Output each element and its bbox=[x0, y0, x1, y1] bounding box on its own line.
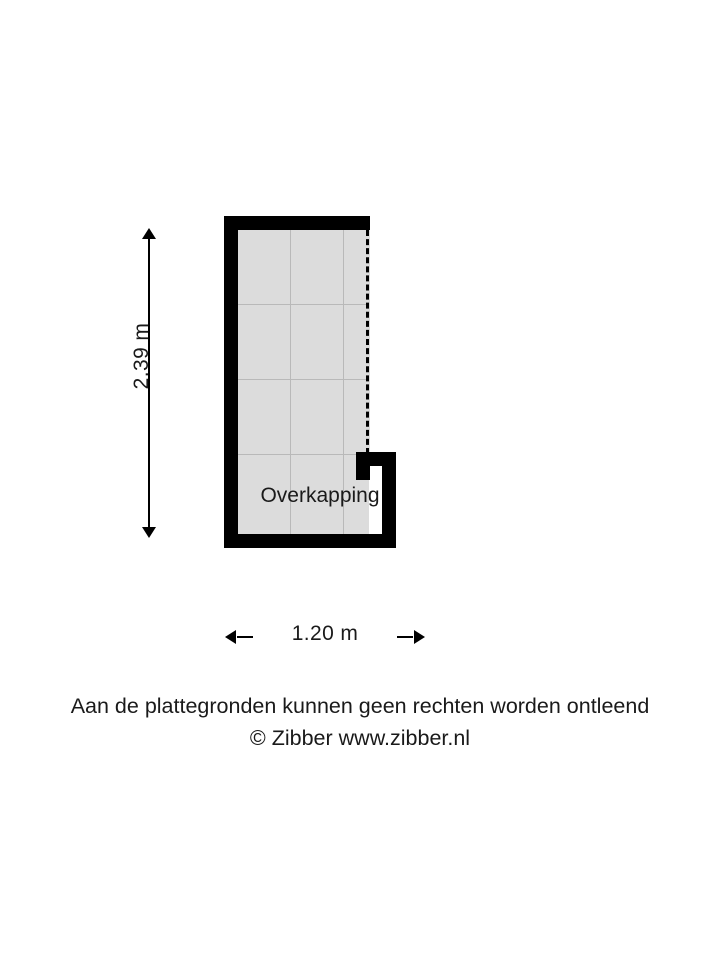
open-side-dashed-line bbox=[366, 230, 369, 454]
dimension-horizontal bbox=[225, 612, 425, 658]
floor-grid-line bbox=[237, 379, 369, 380]
dimension-vertical bbox=[118, 228, 188, 538]
disclaimer-text: Aan de plattegronden kunnen geen rechten worden ontleend bbox=[70, 694, 650, 718]
credit-text: © Zibber www.zibber.nl bbox=[249, 726, 471, 750]
floor-grid-line bbox=[237, 304, 369, 305]
arrow-left-icon bbox=[225, 630, 236, 644]
dimension-horizontal-label: 1.20 m bbox=[253, 620, 397, 646]
floor-grid-line bbox=[237, 454, 369, 455]
room-label: Overkapping bbox=[260, 484, 380, 507]
wall-top bbox=[224, 216, 370, 230]
dimension-vertical-label: 2.39 m bbox=[130, 322, 153, 390]
footer bbox=[0, 690, 720, 754]
wall-notch-vertical bbox=[356, 452, 370, 480]
arrow-right-icon bbox=[414, 630, 425, 644]
arrow-down-icon bbox=[142, 527, 156, 538]
wall-bottom bbox=[224, 534, 396, 548]
room-overkapping bbox=[224, 216, 414, 548]
